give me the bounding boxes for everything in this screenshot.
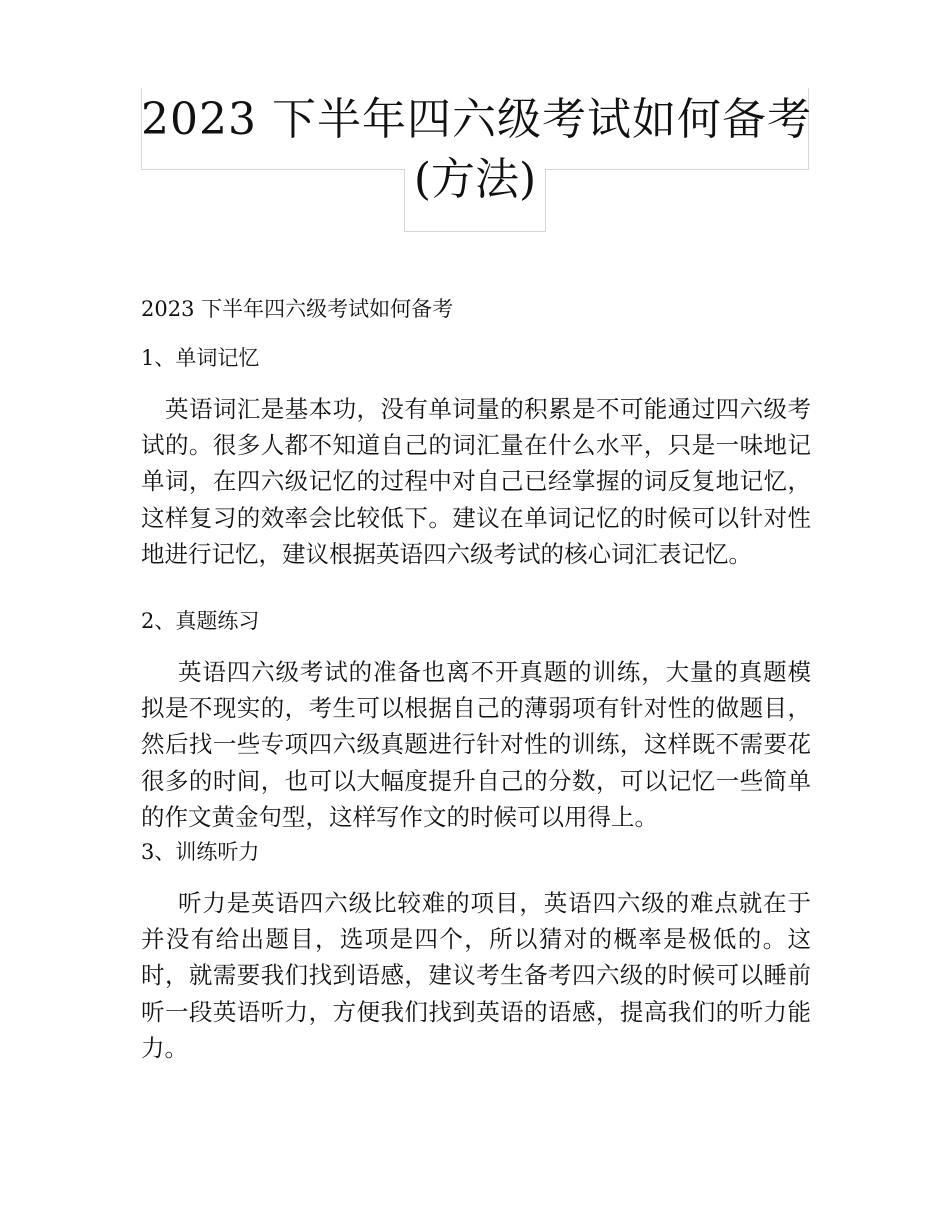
document-title: 2023 下半年四六级考试如何备考 (141, 94, 812, 145)
section-paragraph-vocabulary: 英语词汇是基本功，没有单词量的积累是不可能通过四六级考试的。很多人都不知道自己的词汇量在什么水平，只是一味地记单词，在四六级记忆的过程中对自己已经掌握的词反复地记忆，这样复习的效率会比较低下。建议在单词记忆的时候可以针对性地进行记忆，建议根据英语四六级考试的核心词汇表记忆。 (141, 395, 811, 568)
document-title-continuation: (方法) (413, 154, 537, 205)
section-paragraph-past-papers: 英语四六级考试的准备也离不开真题的训练，大量的真题模拟是不现实的，考生可以根据自己的薄弱项有针对性的做题目，然后找一些专项四六级真题进行针对性的训练，这样既不需要花很多的时间，也可以大幅度提升自己的分数，可以记忆一些简单的作文黄金句型，这样写作文的时候可以用得上。 (141, 658, 811, 831)
section-heading-past-papers: 2、真题练习 (141, 609, 260, 633)
section-heading-listening: 3、训练听力 (141, 840, 260, 864)
document-subtitle: 2023 下半年四六级考试如何备考 (141, 297, 454, 321)
section-heading-vocabulary: 1、单词记忆 (141, 346, 260, 370)
section-paragraph-listening: 听力是英语四六级比较难的项目，英语四六级的难点就在于并没有给出题目，选项是四个，所以猜对的概率是极低的。这时，就需要我们找到语感，建议考生备考四六级的时候可以睡前听一段英语听力，方便我们找到英语的语感，提高我们的听力能力。 (141, 889, 811, 1062)
